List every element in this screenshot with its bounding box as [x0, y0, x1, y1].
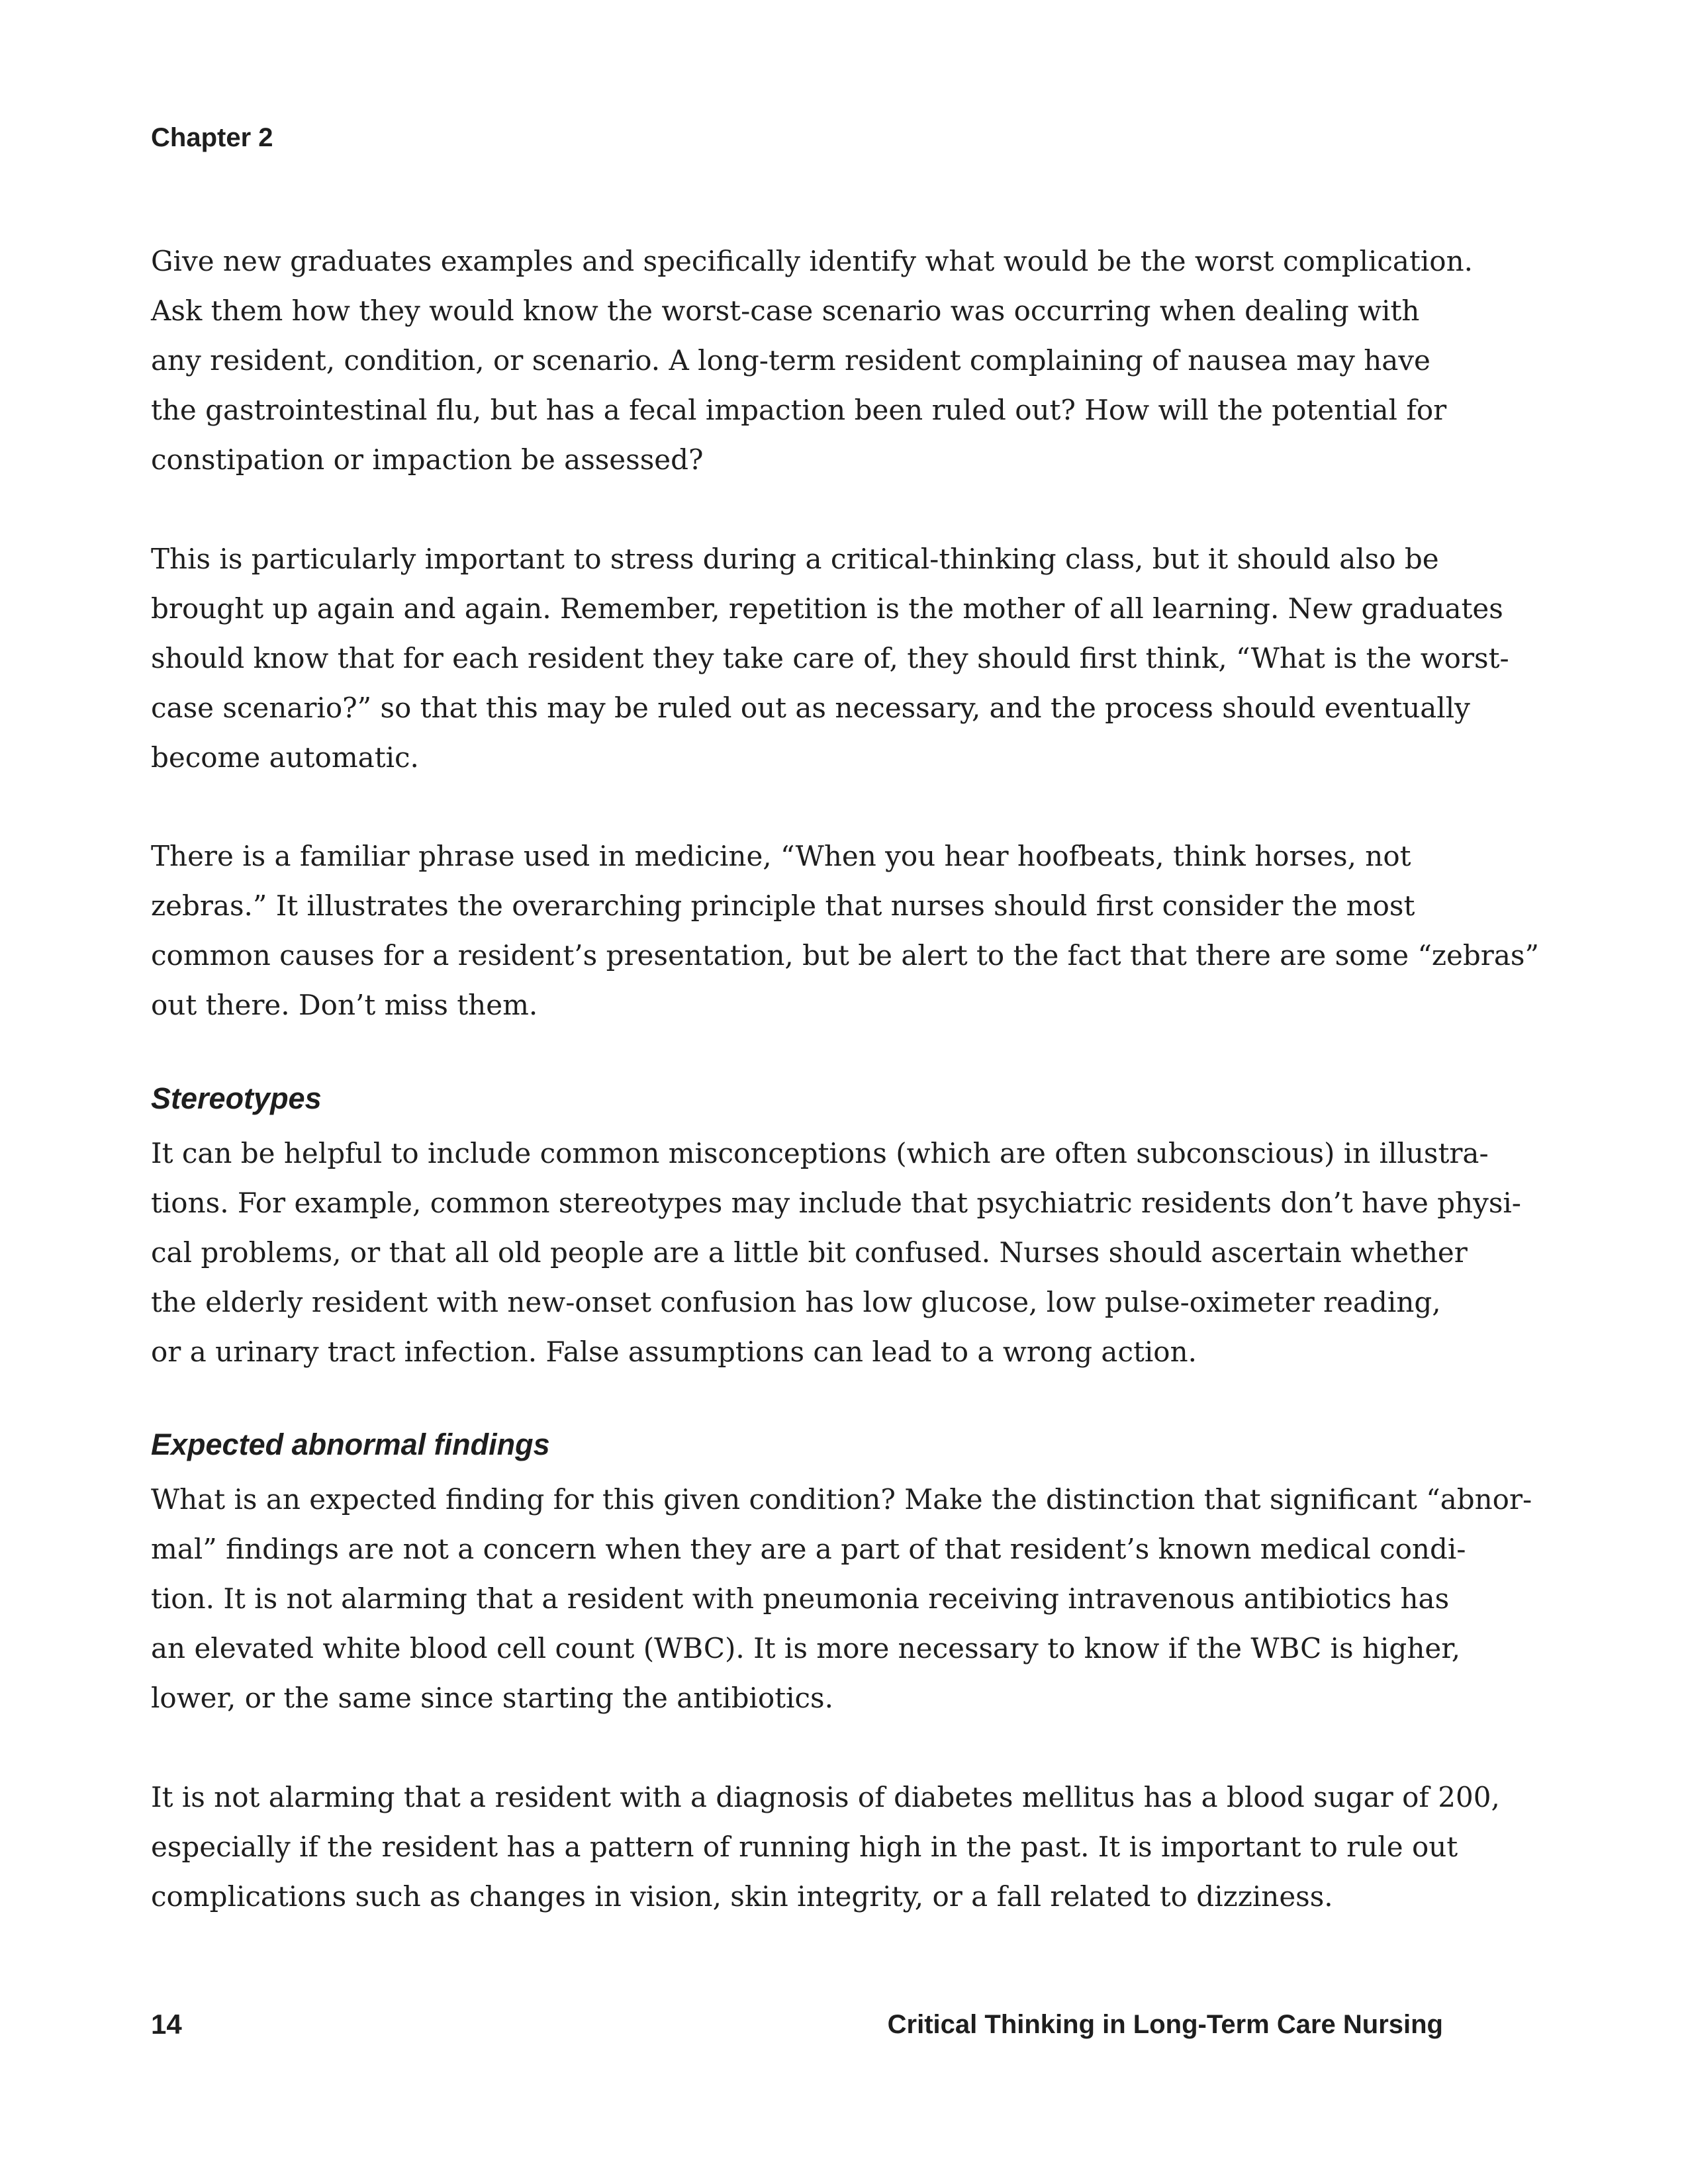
text-line: zebras.” It illustrates the overarching principle that nurses should first consider the most — [151, 889, 1415, 922]
paragraph-worst-complication — [151, 236, 1488, 484]
text-line: mal” findings are not a concern when they are a part of that resident’s known medical condi- — [151, 1533, 1466, 1565]
text-line: There is a familiar phrase used in medicine, “When you hear hoofbeats, think horses, not — [151, 840, 1411, 872]
text-line: cal problems, or that all old people are a little bit confused. Nurses should ascertain whether — [151, 1236, 1468, 1269]
paragraph-repetition — [151, 534, 1509, 782]
text-line: It is not alarming that a resident with a diagnosis of diabetes mellitus has a blood sugar of 200, — [151, 1781, 1500, 1813]
text-line: What is an expected finding for this given condition? Make the distinction that significant “abnor- — [151, 1483, 1532, 1516]
text-line: tions. For example, common stereotypes may include that psychiatric residents don’t have physi- — [151, 1187, 1521, 1219]
text-line: tion. It is not alarming that a resident with pneumonia receiving intravenous antibiotics has — [151, 1582, 1450, 1615]
chapter-header: Chapter 2 — [151, 123, 273, 152]
paragraph-diabetes — [151, 1772, 1500, 1921]
paragraph-hoofbeats — [151, 831, 1539, 1030]
text-line: It can be helpful to include common misconceptions (which are often subconscious) in illustra- — [151, 1137, 1489, 1169]
paragraph-expected-findings — [151, 1475, 1532, 1723]
subhead-expected-abnormal-findings: Expected abnormal findings — [151, 1428, 550, 1461]
text-line: This is particularly important to stress during a critical-thinking class, but it should also be — [151, 543, 1439, 575]
text-line: any resident, condition, or scenario. A long-term resident complaining of nausea may have — [151, 344, 1430, 377]
subhead-stereotypes: Stereotypes — [151, 1081, 322, 1115]
text-line: constipation or impaction be assessed? — [151, 443, 704, 476]
text-line: case scenario?” so that this may be ruled out as necessary, and the process should eventually — [151, 692, 1470, 724]
text-line: Ask them how they would know the worst-case scenario was occurring when dealing with — [151, 295, 1420, 327]
text-line: should know that for each resident they take care of, they should first think, “What is the worst- — [151, 642, 1509, 674]
text-line: or a urinary tract infection. False assumptions can lead to a wrong action. — [151, 1336, 1197, 1368]
text-line: become automatic. — [151, 741, 419, 774]
text-line: lower, or the same since starting the antibiotics. — [151, 1682, 833, 1714]
page-number: 14 — [151, 2009, 182, 2040]
text-line: the elderly resident with new-onset confusion has low glucose, low pulse-oximeter reading, — [151, 1286, 1441, 1318]
paragraph-stereotypes — [151, 1128, 1521, 1377]
text-line: especially if the resident has a pattern of running high in the past. It is important to rule out — [151, 1831, 1458, 1863]
text-line: an elevated white blood cell count (WBC). It is more necessary to know if the WBC is higher, — [151, 1632, 1461, 1664]
running-footer-title: Critical Thinking in Long-Term Care Nursing — [887, 2010, 1443, 2039]
text-line: complications such as changes in vision, skin integrity, or a fall related to dizziness. — [151, 1880, 1333, 1913]
text-line: common causes for a resident’s presentation, but be alert to the fact that there are some “zebras” — [151, 939, 1539, 972]
text-line: the gastrointestinal flu, but has a fecal impaction been ruled out? How will the potential for — [151, 394, 1447, 426]
text-line: out there. Don’t miss them. — [151, 989, 538, 1021]
text-line: brought up again and again. Remember, repetition is the mother of all learning. New graduates — [151, 592, 1503, 625]
text-line: Give new graduates examples and specifically identify what would be the worst complication. — [151, 245, 1473, 277]
